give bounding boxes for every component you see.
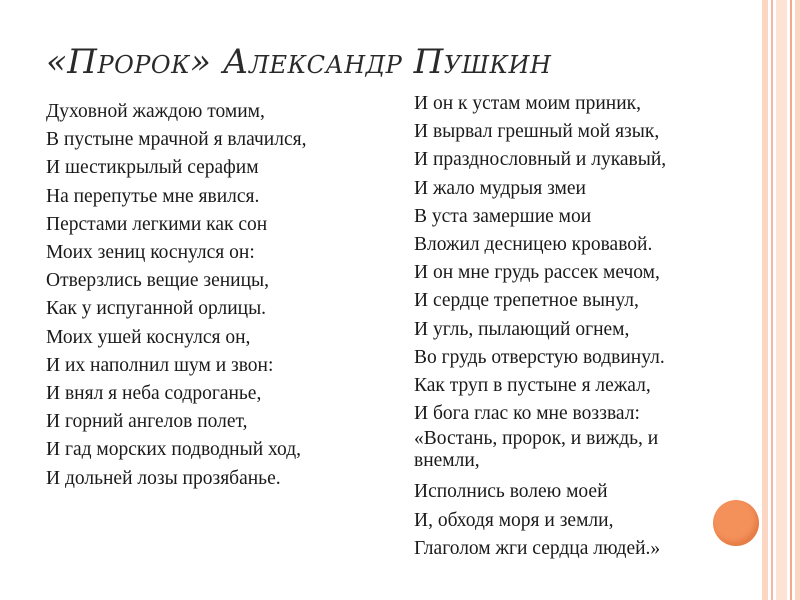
- stripe: [771, 0, 773, 600]
- poem-line: Моих ушей коснулся он,: [46, 326, 251, 348]
- poem-line: Отверзлись вещие зеницы,: [46, 270, 270, 292]
- poem-line: И гад морских подводный ход,: [46, 439, 302, 461]
- poem-line: Моих зениц коснулся он:: [46, 242, 255, 264]
- poem-line: Исполнись волею моей: [414, 481, 608, 503]
- poem-line: Глаголом жги сердца людей.»: [414, 537, 661, 559]
- poem-line: Перстами легкими как сон: [46, 213, 268, 235]
- poem-line: На перепутье мне явился.: [46, 185, 260, 207]
- poem-line: И вырвал грешный мой язык,: [414, 121, 660, 143]
- poem-line: И горний ангелов полет,: [46, 411, 248, 433]
- poem-line: И угль, пылающий огнем,: [414, 318, 630, 340]
- poem-line: В пустыне мрачной я влачился,: [46, 129, 307, 151]
- slide-title: «Пророк» Александр Пушкин: [46, 42, 552, 82]
- poem-line: Духовной жаждою томим,: [46, 101, 265, 122]
- poem-line: В уста замершие мои: [414, 205, 592, 227]
- stripe: [790, 0, 792, 600]
- poem-line: И празднословный и лукавый,: [414, 149, 667, 171]
- poem-line: Во грудь отверстую водвинул.: [414, 346, 665, 368]
- accent-circle: [713, 500, 759, 546]
- poem-line: И он к устам моим приник,: [414, 93, 641, 114]
- poem-line: «Востань, пророк, и виждь, и внемли,: [414, 428, 659, 472]
- stripe: [762, 0, 768, 600]
- poem-line: И он мне грудь рассек мечом,: [414, 262, 660, 284]
- poem-line: И шестикрылый серафим: [46, 157, 259, 179]
- poem-line: И жало мудрыя змеи: [414, 177, 586, 199]
- poem-line: И их наполнил шум и звон:: [46, 354, 274, 376]
- poem-line: Как труп в пустыне я лежал,: [414, 375, 651, 397]
- poem-line: И внял я неба содроганье,: [46, 383, 262, 405]
- stripe: [795, 0, 800, 600]
- poem-line: И дольней лозы прозябанье.: [46, 467, 281, 489]
- poem-column-right: [414, 90, 714, 563]
- poem-line: И, обходя моря и земли,: [414, 509, 614, 531]
- poem-column-left: [46, 98, 386, 493]
- poem-line: Вложил десницею кровавой.: [414, 234, 653, 256]
- poem-line: И сердце трепетное вынул,: [414, 290, 639, 312]
- decorative-stripes: [762, 0, 800, 600]
- poem-line: И бога глас ко мне воззвал:: [414, 403, 640, 425]
- poem-line: Как у испуганной орлицы.: [46, 298, 267, 320]
- stripe: [776, 0, 787, 600]
